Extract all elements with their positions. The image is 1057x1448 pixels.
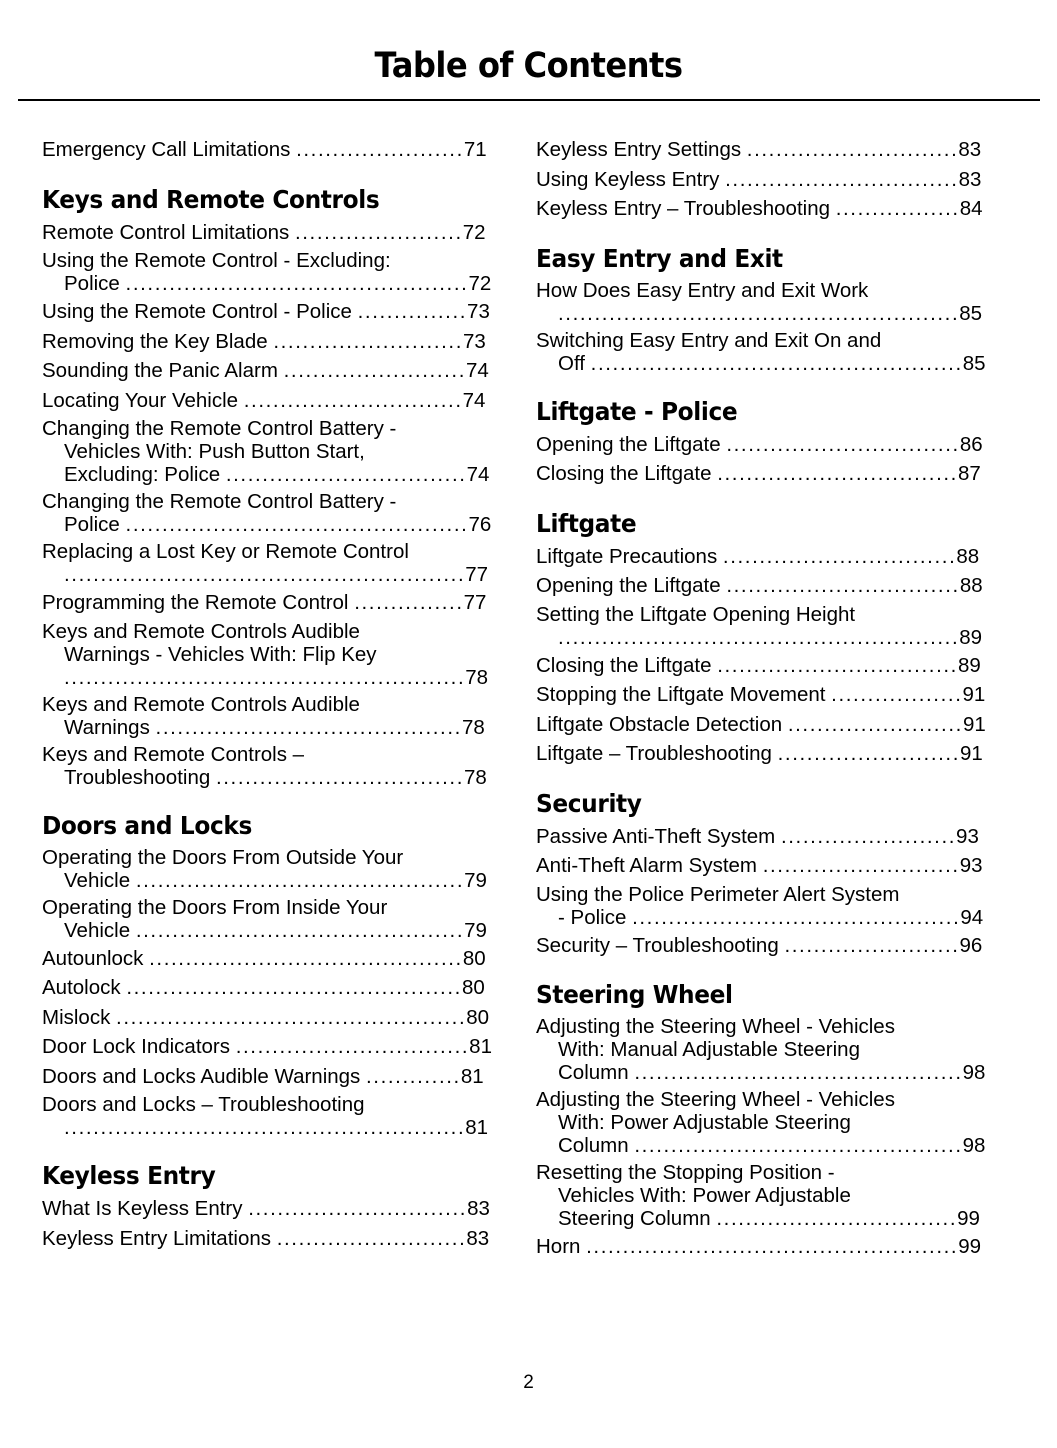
toc-page-number: 81 — [469, 1035, 492, 1058]
toc-entry[interactable] — [536, 1088, 988, 1157]
toc-page-number: 80 — [461, 976, 485, 999]
toc-entry-title: Column — [558, 1134, 635, 1157]
toc-page-number: 93 — [959, 854, 983, 877]
toc-entry-last-line — [42, 388, 494, 414]
toc-entry-title: Anti-Theft Alarm System — [536, 854, 763, 877]
dot-leader: ............................................. — [634, 1061, 963, 1084]
toc-entry-title-line: How Does Easy Entry and Exit Work — [536, 278, 869, 302]
toc-entry[interactable] — [536, 933, 988, 959]
toc-entry-last-line — [536, 1207, 988, 1230]
toc-entry-title: Removing the Key Blade — [42, 329, 274, 353]
toc-entry-last-line — [536, 196, 988, 222]
toc-entry-title: Doors and Locks Audible Warnings — [42, 1064, 366, 1088]
dot-leader: .................. — [831, 683, 963, 706]
toc-page-number: 74 — [462, 388, 486, 412]
toc-entry-title-line: Changing the Remote Control Battery - — [42, 417, 397, 440]
toc-entry-last-line — [42, 1005, 494, 1031]
dot-leader: ............................................. — [135, 918, 465, 942]
dot-leader: ............... — [354, 591, 464, 614]
dot-leader: ............. — [366, 1064, 461, 1088]
toc-entry[interactable] — [42, 846, 494, 892]
toc-entry[interactable] — [42, 299, 494, 325]
dot-leader: ........................ — [787, 712, 963, 736]
dot-leader: ................................................... — [590, 351, 963, 375]
toc-entry-title: Horn — [536, 1235, 587, 1258]
right-column — [536, 137, 988, 1264]
dot-leader: ............................................. — [135, 868, 465, 892]
toc-entry[interactable] — [536, 461, 988, 487]
section-heading: Easy Entry and Exit — [536, 243, 783, 273]
toc-entry-title: Excluding: Police — [64, 463, 226, 486]
toc-entry-title-line: Adjusting the Steering Wheel - Vehicles — [536, 1015, 895, 1038]
dot-leader: ................................. — [225, 463, 467, 486]
toc-entry-last-line — [536, 824, 988, 850]
toc-entry-title: Door Lock Indicators — [42, 1035, 236, 1058]
toc-entry-last-line — [536, 432, 988, 458]
dot-leader: ........................ — [784, 933, 960, 957]
page-title: Table of Contents — [374, 46, 683, 86]
toc-entry-last-line — [536, 544, 988, 570]
dot-leader: .................................. — [215, 765, 465, 789]
dot-leader: ....................................................... — [64, 563, 466, 586]
toc-entry-last-line — [42, 272, 494, 295]
toc-page-number: 71 — [463, 138, 487, 161]
toc-entry-title: Opening the Liftgate — [536, 432, 727, 456]
toc-entry-title: Closing the Liftgate — [536, 462, 718, 485]
toc-entry[interactable] — [42, 896, 494, 942]
toc-entry-last-line — [42, 513, 494, 536]
toc-entry-last-line — [42, 563, 494, 586]
toc-entry-title-line: With: Power Adjustable Steering — [558, 1111, 851, 1134]
toc-entry[interactable] — [42, 1005, 494, 1031]
toc-page-number: 96 — [959, 933, 983, 957]
toc-entry[interactable] — [42, 137, 494, 163]
dot-leader: ................................. — [717, 653, 958, 677]
toc-entry-title-line: Operating the Doors From Outside Your — [42, 845, 404, 869]
toc-page-number: 88 — [959, 574, 983, 597]
toc-entry-title: Mislock — [42, 1005, 117, 1029]
toc-entry-last-line — [536, 933, 988, 959]
toc-entry[interactable] — [536, 137, 988, 163]
dot-leader: .......................................... — [155, 715, 462, 739]
toc-entry[interactable] — [42, 490, 494, 536]
toc-entry-last-line — [536, 653, 988, 679]
toc-entry-title: Remote Control Limitations — [42, 220, 295, 244]
toc-page-number: 83 — [466, 1226, 490, 1250]
toc-entry[interactable] — [536, 1234, 988, 1260]
toc-page-number: 91 — [962, 683, 986, 706]
toc-entry-title: Vehicle — [64, 918, 136, 942]
toc-entry-last-line — [42, 1196, 494, 1222]
toc-page-number: 89 — [959, 625, 983, 649]
toc-entry[interactable] — [536, 432, 988, 458]
toc-entry-last-line — [42, 869, 494, 892]
toc-page-number: 88 — [956, 544, 980, 568]
toc-page-number: 79 — [464, 918, 487, 942]
toc-entry-title: Keyless Entry Settings — [536, 138, 747, 161]
toc-entry[interactable] — [536, 196, 988, 222]
toc-entry[interactable] — [536, 329, 988, 375]
toc-entry-last-line — [536, 167, 988, 193]
toc-entry[interactable] — [42, 620, 494, 689]
toc-entry[interactable] — [42, 946, 494, 972]
section-heading: Security — [536, 788, 642, 818]
toc-entry[interactable] — [42, 249, 494, 295]
toc-entry-last-line — [42, 1034, 494, 1060]
dot-leader: ....................................................... — [64, 665, 466, 689]
toc-entry-title: Autolock — [42, 976, 127, 999]
toc-entry[interactable] — [536, 573, 988, 599]
dot-leader: ................................................... — [586, 1235, 959, 1258]
toc-entry-title-line: Changing the Remote Control Battery - — [42, 490, 397, 513]
dot-leader: ............................................. — [632, 905, 961, 929]
toc-page-number: 76 — [468, 513, 492, 536]
toc-entry-last-line — [536, 461, 988, 487]
toc-entry-title: Locating Your Vehicle — [42, 388, 244, 412]
dot-leader: ............... — [357, 300, 468, 323]
dot-leader: ................................. — [716, 1207, 958, 1230]
toc-page-number: 99 — [957, 1207, 980, 1230]
toc-entry-last-line — [42, 919, 494, 942]
toc-entry-last-line — [536, 1234, 988, 1260]
dot-leader: ....................... — [296, 138, 464, 161]
toc-page-number: 86 — [959, 432, 983, 456]
toc-entry-title: - Police — [558, 905, 633, 929]
toc-entry[interactable] — [42, 1064, 494, 1090]
toc-page-number: 99 — [958, 1235, 982, 1258]
dot-leader: ....................................................... — [64, 1116, 466, 1139]
toc-entry-title-line: Warnings - Vehicles With: Flip Key — [64, 642, 377, 666]
toc-entry-title-line: Using the Police Perimeter Alert System — [536, 882, 900, 906]
toc-page-number: 79 — [464, 868, 487, 892]
toc-entry-title: Liftgate – Troubleshooting — [536, 742, 778, 765]
toc-entry[interactable] — [42, 975, 494, 1001]
dot-leader: ................................ — [722, 544, 957, 568]
dot-leader: ................................................ — [116, 1005, 467, 1029]
dot-leader: ................................ — [726, 574, 960, 597]
toc-entry-last-line — [42, 329, 494, 355]
toc-entry[interactable] — [42, 590, 494, 616]
toc-entry-title: Police — [64, 513, 126, 536]
toc-entry-title-line: Setting the Liftgate Opening Height — [536, 602, 856, 626]
toc-page-number: 98 — [962, 1134, 986, 1157]
toc-entry-last-line — [42, 463, 494, 486]
toc-entry[interactable] — [42, 417, 494, 486]
toc-entry[interactable] — [536, 544, 988, 570]
toc-entry-title: Emergency Call Limitations — [42, 138, 297, 161]
toc-entry-title: Stopping the Liftgate Movement — [536, 683, 832, 706]
toc-entry[interactable] — [536, 682, 988, 708]
toc-entry-last-line — [536, 853, 988, 879]
dot-leader: .......................... — [273, 329, 464, 353]
toc-entry-title: Passive Anti-Theft System — [536, 824, 781, 848]
section-heading: Keyless Entry — [42, 1161, 216, 1190]
toc-entry-last-line — [42, 666, 494, 689]
toc-entry-last-line — [536, 1061, 988, 1084]
toc-entry-title: Liftgate Precautions — [536, 544, 723, 568]
toc-entry-title: Warnings — [64, 715, 156, 739]
toc-entry-last-line — [536, 906, 988, 929]
toc-entry-title: Opening the Liftgate — [536, 574, 727, 597]
toc-entry-title: Autounlock — [42, 946, 150, 970]
toc-page-number: 78 — [465, 665, 489, 689]
toc-entry-title-line: With: Manual Adjustable Steering — [558, 1038, 860, 1061]
dot-leader: ............................. — [746, 138, 959, 161]
toc-entry-title: Troubleshooting — [64, 765, 216, 789]
dot-leader: ............................................. — [634, 1134, 963, 1157]
toc-entry[interactable] — [42, 358, 494, 384]
toc-entry-last-line — [42, 299, 494, 325]
toc-entry[interactable] — [536, 603, 988, 649]
toc-entry-title-line: Switching Easy Entry and Exit On and — [536, 328, 882, 352]
toc-entry-last-line — [42, 946, 494, 972]
toc-entry[interactable] — [42, 220, 494, 246]
toc-page-number: 87 — [957, 462, 981, 485]
toc-entry[interactable] — [536, 741, 988, 767]
dot-leader: .............................. — [248, 1197, 468, 1220]
toc-page-number: 72 — [462, 220, 486, 244]
toc-page-number: 81 — [460, 1064, 484, 1088]
toc-entry-title: Police — [64, 272, 126, 295]
toc-entry[interactable] — [42, 1226, 494, 1252]
toc-entry-title: What Is Keyless Entry — [42, 1197, 249, 1220]
toc-entry-last-line — [42, 220, 494, 246]
dot-leader: .......................... — [276, 1226, 467, 1250]
toc-entry-title-line: Vehicles With: Push Button Start, — [64, 440, 365, 463]
toc-entry-title-line: Keys and Remote Controls Audible — [42, 692, 360, 716]
toc-entry-last-line — [42, 766, 494, 789]
toc-entry[interactable] — [536, 824, 988, 850]
toc-page-number: 77 — [465, 563, 489, 586]
toc-columns — [0, 137, 1057, 1264]
dot-leader: ............................................... — [125, 513, 469, 536]
toc-page-number: 80 — [462, 946, 486, 970]
toc-entry[interactable] — [536, 712, 988, 738]
toc-entry-title-line: Keys and Remote Controls Audible — [42, 619, 360, 643]
toc-entry[interactable] — [42, 329, 494, 355]
toc-page-number: 73 — [467, 300, 490, 323]
toc-entry-last-line — [42, 975, 494, 1001]
dot-leader: ....................................................... — [558, 625, 960, 649]
toc-entry-last-line — [536, 1134, 988, 1157]
toc-page-number: 83 — [958, 138, 982, 161]
section-heading: Doors and Locks — [42, 810, 252, 840]
toc-page-number: 78 — [461, 715, 485, 739]
toc-entry-title: Steering Column — [558, 1207, 717, 1230]
dot-leader: ......................... — [777, 742, 961, 765]
toc-page-number: 83 — [467, 1197, 490, 1220]
dot-leader: ................................ — [726, 432, 960, 456]
toc-entry-title: Closing the Liftgate — [536, 653, 718, 677]
toc-entry[interactable] — [42, 388, 494, 414]
toc-page-number: 83 — [958, 167, 982, 191]
toc-page-number: 81 — [465, 1116, 489, 1139]
toc-page-number: 91 — [962, 712, 986, 736]
toc-entry-title-line: Using the Remote Control - Excluding: — [42, 249, 391, 272]
toc-entry-last-line — [42, 358, 494, 384]
dot-leader: ............................................... — [125, 272, 469, 295]
toc-entry[interactable] — [42, 743, 494, 789]
toc-entry-title: Sounding the Panic Alarm — [42, 359, 284, 382]
toc-entry-title: Liftgate Obstacle Detection — [536, 712, 788, 736]
toc-entry-title: Keyless Entry – Troubleshooting — [536, 197, 836, 220]
toc-entry-title-line: Operating the Doors From Inside Your — [42, 895, 388, 919]
toc-entry-title: Vehicle — [64, 868, 136, 892]
toc-page-number: 85 — [959, 301, 983, 325]
toc-entry-title: Using Keyless Entry — [536, 167, 726, 191]
toc-entry-last-line — [536, 352, 988, 375]
dot-leader: ........................... — [762, 854, 960, 877]
toc-page-number: 94 — [960, 905, 984, 929]
toc-page-number: 74 — [466, 359, 489, 382]
section-heading: Steering Wheel — [536, 980, 733, 1009]
toc-entry[interactable] — [42, 693, 494, 739]
left-column — [42, 137, 494, 1255]
dot-leader: ....................... — [294, 220, 463, 244]
toc-page-number: 85 — [962, 351, 986, 375]
toc-entry-title: Security – Troubleshooting — [536, 933, 785, 957]
toc-entry-title-line: Keys and Remote Controls – — [42, 742, 305, 766]
toc-entry[interactable] — [536, 167, 988, 193]
page-number: 2 — [523, 1372, 534, 1393]
toc-page-number: 80 — [466, 1005, 490, 1029]
dot-leader: ................................ — [725, 167, 959, 191]
dot-leader: ....................................................... — [558, 301, 960, 325]
dot-leader: .............................................. — [126, 976, 462, 999]
toc-entry[interactable] — [42, 1196, 494, 1222]
toc-page-number: 78 — [464, 765, 487, 789]
toc-page-number: 98 — [962, 1061, 986, 1084]
toc-entry-title-line: Adjusting the Steering Wheel - Vehicles — [536, 1088, 895, 1111]
toc-entry-title-line: Doors and Locks – Troubleshooting — [42, 1093, 365, 1116]
toc-page-number: 89 — [957, 653, 981, 677]
toc-page-number: 77 — [463, 591, 487, 614]
toc-page-number: 84 — [959, 197, 983, 220]
toc-entry-last-line — [42, 716, 494, 739]
toc-entry[interactable] — [536, 883, 988, 929]
section-heading: Liftgate — [536, 508, 637, 538]
toc-entry-title-line: Vehicles With: Power Adjustable — [558, 1184, 851, 1207]
dot-leader: ................................ — [235, 1035, 470, 1058]
dot-leader: ................. — [835, 197, 960, 220]
section-heading: Keys and Remote Controls — [42, 184, 380, 214]
toc-entry-last-line — [42, 1116, 494, 1139]
toc-page-number: 72 — [468, 272, 492, 295]
toc-entry-title: Keyless Entry Limitations — [42, 1226, 277, 1250]
toc-entry-last-line — [536, 137, 988, 163]
toc-entry-title: Off — [558, 351, 591, 375]
toc-entry-last-line — [42, 590, 494, 616]
toc-page-number: 73 — [463, 329, 486, 353]
toc-entry-last-line — [536, 741, 988, 767]
toc-entry-last-line — [42, 1226, 494, 1252]
title-divider — [18, 99, 1040, 101]
dot-leader: ......................... — [283, 359, 466, 382]
toc-entry-title-line: Resetting the Stopping Position - — [536, 1161, 835, 1184]
toc-entry-last-line — [42, 1064, 494, 1090]
toc-entry-last-line — [536, 682, 988, 708]
toc-entry[interactable] — [536, 653, 988, 679]
toc-entry[interactable] — [536, 279, 988, 325]
toc-page-number: 74 — [466, 463, 490, 486]
section-heading: Liftgate - Police — [536, 396, 738, 426]
toc-page-number: 91 — [960, 742, 983, 765]
toc-entry-title-line: Replacing a Lost Key or Remote Control — [42, 540, 409, 563]
toc-entry-last-line — [536, 573, 988, 599]
toc-entry[interactable] — [42, 1034, 494, 1060]
dot-leader: ........................................... — [149, 946, 463, 970]
toc-entry-last-line — [536, 302, 988, 325]
toc-entry[interactable] — [42, 1093, 494, 1139]
toc-page-number: 93 — [956, 824, 979, 848]
toc-entry[interactable] — [42, 540, 494, 586]
toc-entry[interactable] — [536, 1161, 988, 1230]
toc-entry[interactable] — [536, 853, 988, 879]
toc-entry-title: Column — [558, 1061, 635, 1084]
dot-leader: ........................ — [780, 824, 957, 848]
toc-entry-last-line — [42, 137, 494, 163]
dot-leader: ................................. — [717, 462, 958, 485]
toc-entry-title: Programming the Remote Control — [42, 591, 355, 614]
toc-entry-last-line — [536, 626, 988, 649]
toc-entry[interactable] — [536, 1015, 988, 1084]
toc-entry-title: Using the Remote Control - Police — [42, 300, 358, 323]
toc-entry-last-line — [536, 712, 988, 738]
dot-leader: .............................. — [243, 388, 463, 412]
